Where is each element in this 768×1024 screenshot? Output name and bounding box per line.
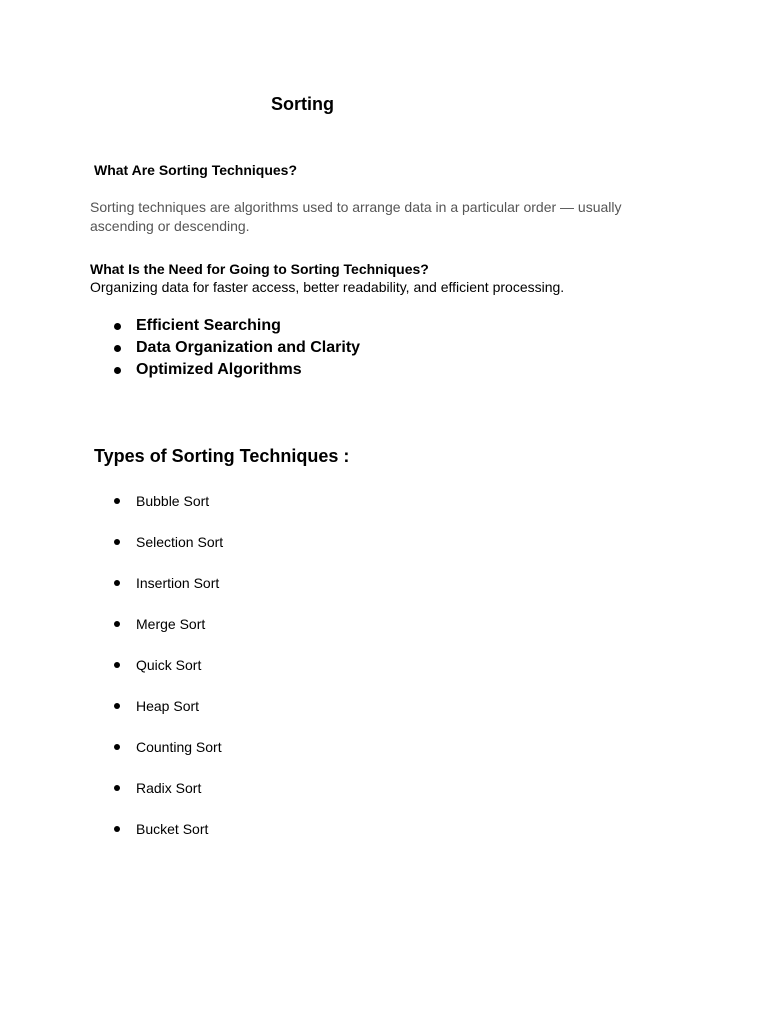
bullet-icon [114, 662, 120, 668]
sorting-definition-paragraph: Sorting techniques are algorithms used to arrange data in a particular order — usually ascending or descending. [90, 199, 622, 234]
sorting-type-label: Heap Sort [136, 698, 200, 714]
bullet-icon [114, 580, 120, 586]
bullet-icon [114, 539, 120, 545]
bullet-icon [114, 744, 120, 750]
sorting-type-label: Bubble Sort [136, 493, 210, 509]
section-heading-what-are-sorting-techniques: What Are Sorting Techniques? [94, 162, 298, 178]
bullet-icon [114, 345, 121, 352]
sorting-type-label: Counting Sort [136, 739, 222, 755]
bullet-icon [114, 367, 121, 374]
sorting-type-label: Merge Sort [136, 616, 206, 632]
bullet-icon [114, 323, 121, 330]
sorting-type-label: Bucket Sort [136, 821, 209, 837]
sorting-type-label: Radix Sort [136, 780, 202, 796]
bullet-icon [114, 621, 120, 627]
sorting-type-label: Insertion Sort [136, 575, 220, 591]
sorting-type-label: Quick Sort [136, 657, 202, 673]
bullet-icon [114, 498, 120, 504]
need-for-sorting-paragraph: Organizing data for faster access, better readability, and efficient processing. [90, 279, 565, 295]
bullet-icon [114, 703, 120, 709]
section-heading-need-for-sorting: What Is the Need for Going to Sorting Techniques? [90, 261, 429, 277]
document-title: Sorting [271, 94, 334, 114]
need-point-label: Optimized Algorithms [136, 361, 302, 378]
section-heading-types-of-sorting: Types of Sorting Techniques : [94, 446, 350, 466]
sorting-type-label: Selection Sort [136, 534, 224, 550]
bullet-icon [114, 785, 120, 791]
need-point-label: Data Organization and Clarity [136, 339, 361, 356]
need-point-label: Efficient Searching [136, 317, 281, 334]
bullet-icon [114, 826, 120, 832]
